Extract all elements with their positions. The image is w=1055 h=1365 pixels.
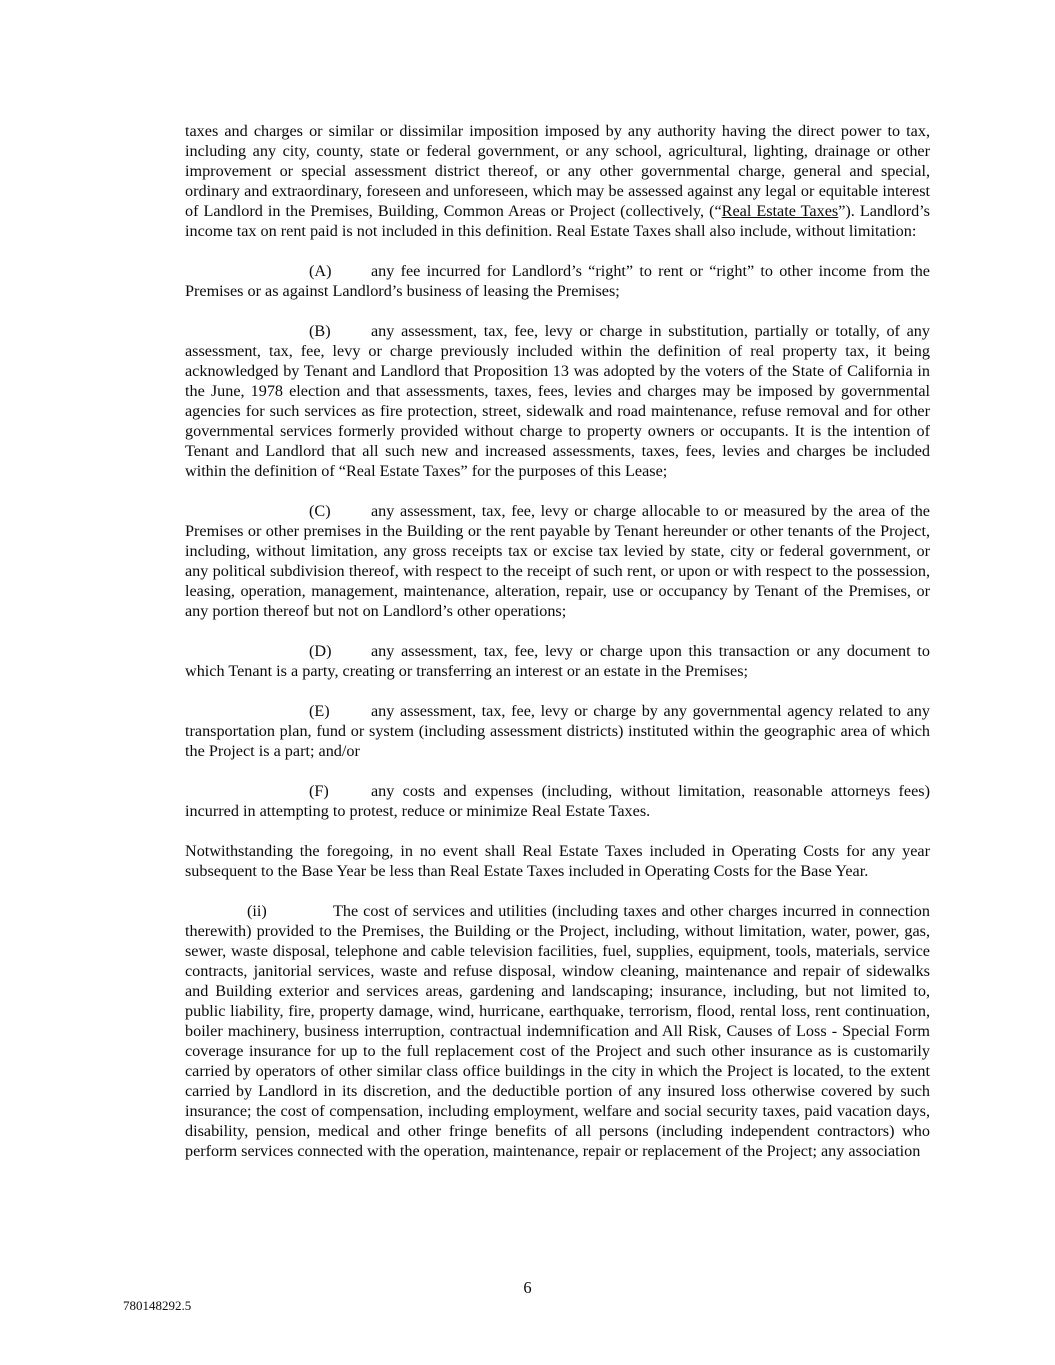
paragraph-text: any assessment, tax, fee, levy or charge in substitution, partially or totally, of any assessment, tax, fee, levy or charge previously included within the definition of real property tax, it being acknowledged by Tenant and Landlord that Proposition 13 was adopted by the voters of the State of California in the June, 1978 election and that assessments, taxes, fees, levies and charges may be imposed by governmental agencies for such services as fire protection, street, sidewalk and road maintenance, refuse removal and for other governmental services formerly provided without charge to property owners or occupants. It is the intention of Tenant and Landlord that all such new and increased assessments, taxes, fees, levies and charges be included within the definition of “Real Estate Taxes” for the purposes of this Lease; <box>185 322 930 480</box>
paragraph <box>185 901 930 1161</box>
paragraph-label: (ii) <box>247 902 267 920</box>
paragraph-text: any assessment, tax, fee, levy or charge allocable to or measured by the area of the Premises or other premises in the Building or the rent payable by Tenant hereunder or other tenants of the Project, including, without limitation, any gross receipts tax or excise tax levied by state, city or federal government, or any political subdivision thereof, with respect to the receipt of such rent, or upon or with respect to the possession, leasing, operation, management, maintenance, alteration, repair, use or occupancy by Tenant of the Premises, or any portion thereof but not on Landlord’s other operations; <box>185 502 930 620</box>
paragraph-label: (A) <box>309 262 332 280</box>
paragraph-text: any assessment, tax, fee, levy or charge upon this transaction or any document to which Tenant is a party, creating or transferring an interest or an estate in the Premises; <box>185 642 930 680</box>
paragraph <box>185 781 930 821</box>
paragraph-text: any fee incurred for Landlord’s “right” to rent or “right” to other income from the Premises or as against Landlord’s business of leasing the Premises; <box>185 262 930 300</box>
paragraph-label: (F) <box>309 782 329 800</box>
paragraph-label: (B) <box>309 322 331 340</box>
paragraph <box>185 121 930 241</box>
paragraph-text: any costs and expenses (including, without limitation, reasonable attorneys fees) incurred in attempting to protest, reduce or minimize Real Estate Taxes. <box>185 782 930 820</box>
paragraph <box>185 641 930 681</box>
paragraph-text: taxes and charges or similar or dissimilar imposition imposed by any authority having the direct power to tax, including any city, county, state or federal government, or any school, agricultural, lighting, drainage or other improvement or special assessment district thereof, or any other governmental charge, general and special, ordinary and extraordinary, foreseen and unforeseen, which may be assessed against any legal or equitable interest of Landlord in the Premises, Building, Common Areas or Project (collectively, (“ <box>185 122 930 220</box>
footer-doc-number: 780148292.5 <box>123 1298 192 1313</box>
paragraph-text: any assessment, tax, fee, levy or charge by any governmental agency related to any transportation plan, fund or system (including assessment districts) instituted within the geographic area of which the Project is a part; and/or <box>185 702 930 760</box>
paragraph-label: (C) <box>309 502 331 520</box>
paragraph <box>185 261 930 301</box>
document-body <box>185 121 930 1161</box>
paragraph-text: ”). Landlord’s income tax on rent paid is not included in this definition. Real Estate Taxes shall also include, without limitation: <box>185 202 930 240</box>
paragraph-text: Notwithstanding the foregoing, in no event shall Real Estate Taxes included in Operating Costs for any year subsequent to the Base Year be less than Real Estate Taxes included in Operating Costs for the Base Year. <box>185 842 930 880</box>
paragraph-label: (E) <box>309 702 330 720</box>
page-number: 6 <box>523 1278 532 1297</box>
paragraph-text: The cost of services and utilities (including taxes and other charges incurred in connection therewith) provided to the Premises, the Building or the Project, including, without limitation, water, power, gas, sewer, waste disposal, telephone and cable television facilities, fuel, supplies, equipment, tools, materials, service contracts, janitorial services, waste and refuse disposal, window cleaning, maintenance and repair of sidewalks and Building exterior and services areas, gardening and landscaping; insurance, including, but not limited to, public liability, fire, property damage, wind, hurricane, earthquake, terrorism, flood, rental loss, rent continuation, boiler machinery, business interruption, contractual indemnification and All Risk, Causes of Loss - Special Form coverage insurance for up to the full replacement cost of the Project and such other insurance as is customarily carried by operators of other similar class office buildings in the city in which the Project is located, to the extent carried by Landlord in its discretion, and the deductible portion of any insured loss otherwise covered by such insurance; the cost of compensation, including employment, welfare and social security taxes, paid vacation days, disability, pension, medical and other fringe benefits of all persons (including independent contractors) who perform services connected with the operation, maintenance, repair or replacement of the Project; any association <box>185 902 930 1160</box>
paragraph <box>185 701 930 761</box>
paragraph <box>185 501 930 621</box>
paragraph <box>185 841 930 881</box>
paragraph-label: (D) <box>309 642 332 660</box>
paragraph <box>185 321 930 481</box>
defined-term-underlined: Real Estate Taxes <box>721 202 839 220</box>
